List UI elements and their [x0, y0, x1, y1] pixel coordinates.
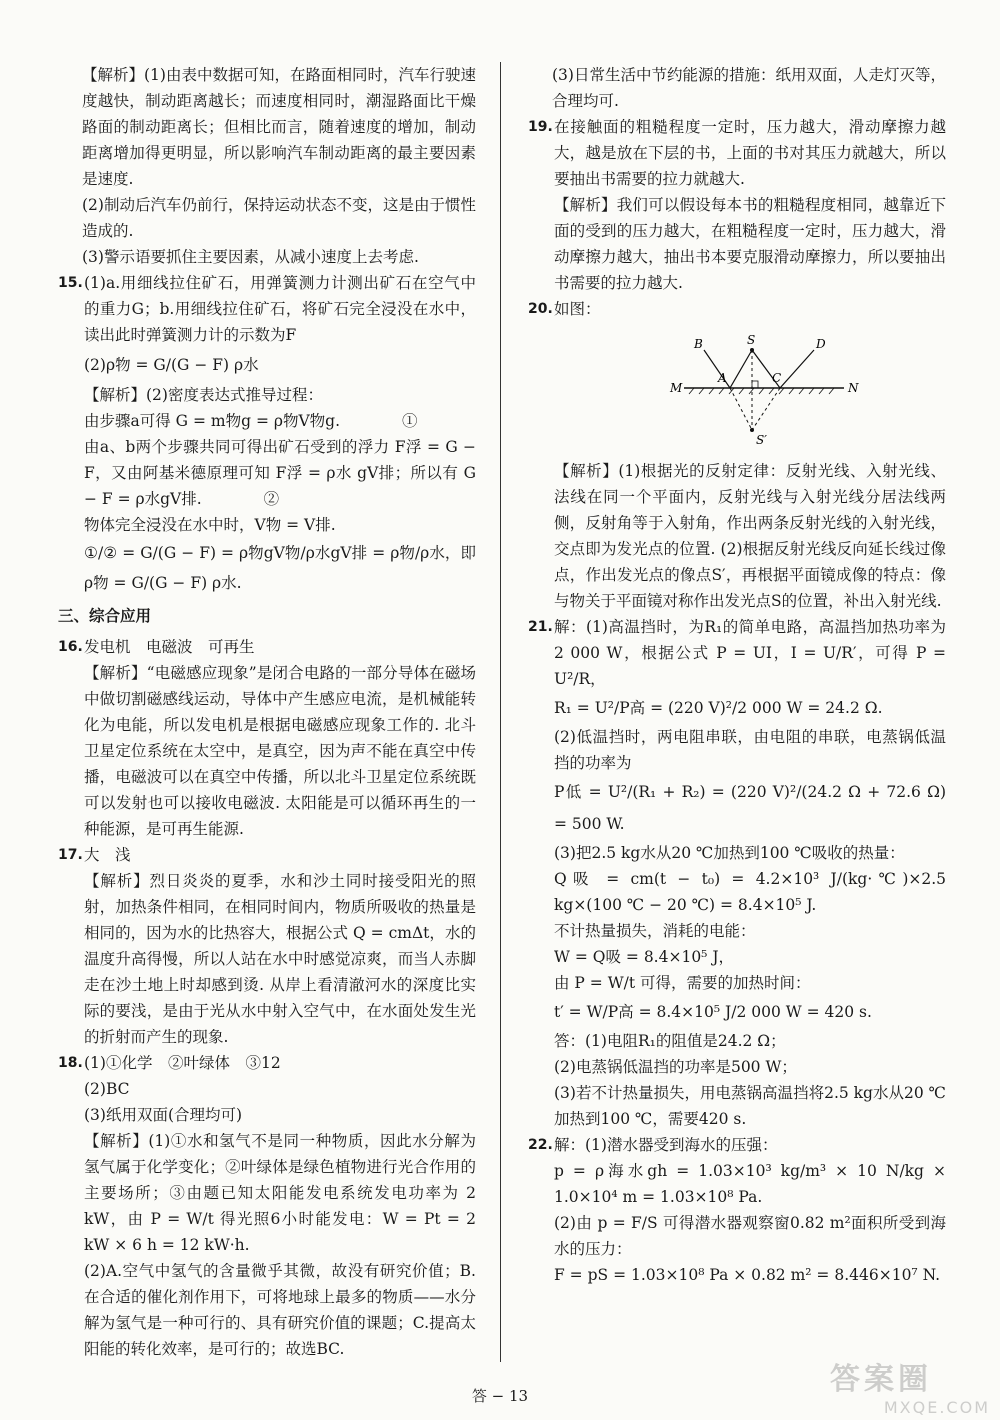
- q18-answer-1: (1)①化学 ②叶绿体 ③12: [84, 1054, 281, 1072]
- q21-energy: W = Q吸 = 8.4×10⁵ J，: [554, 948, 735, 966]
- q15-step2: 由a、b两个步骤共同可得出矿石受到的浮力 F浮 = G − F，又由阿基米德原理可知 F浮 = ρ水 gV排；所以有 G − F = ρ水gV排. ②: [84, 438, 476, 508]
- q14-part2: (2)制动后汽车仍前行，保持运动状态不变，这是由于惯性造成的.: [82, 196, 476, 240]
- extension-a: [730, 388, 752, 430]
- q20-answer: 如图：: [554, 300, 601, 318]
- right-angle-mark: [752, 381, 758, 388]
- q21-time: t′ = W/P高 = 8.4×10⁵ J/2 000 W = 420 s.: [554, 1003, 872, 1021]
- q15-answer-2: (2)ρ物 = G/(G − F) ρ水: [84, 356, 259, 374]
- question-number: 22.: [528, 1137, 553, 1153]
- mirror-reflection-diagram: [664, 328, 864, 448]
- question-19: [528, 114, 946, 296]
- q22-pressure: p = ρ海水gh = 1.03×10³ kg/m³ × 10 N/kg × 1.0×10⁴ m = 1.03×10⁸ Pa.: [554, 1162, 946, 1206]
- question-16: [58, 634, 476, 842]
- source-point: [750, 348, 754, 352]
- ray-a-s: [730, 350, 752, 388]
- label-s: S: [747, 333, 756, 347]
- q17-answer: 大 浅: [84, 846, 131, 864]
- q15-analysis: 【解析】(2)密度表达式推导过程：: [84, 386, 323, 404]
- label-c: C: [772, 371, 782, 385]
- q18-analysis-2: (2)A.空气中氢气的含量微乎其微，故没有研究价值；B.在合适的催化剂作用下，可将地球上最多的物质——水分解为氢气是一种可行的、具有研究价值的课题；C.提高太阳能的转化效率，是可行的；故选BC.: [84, 1262, 476, 1358]
- image-point: [750, 428, 754, 432]
- q19-answer: 在接触面的粗糙程度一定时，压力越大，滑动摩擦力越大，越是放在下层的书，上面的书对其压力就越大，所以要抽出书需要的拉力就越大.: [554, 118, 946, 188]
- q16-analysis: 【解析】“电磁感应现象”是闭合电路的一部分导体在磁场中做切割磁感线运动，导体中产生感应电流，是机械能转化为电能，所以发电机是根据电磁感应现象工作的. 北斗卫星定位系统在太空中，是真空，因为声不能在真空中传播，电磁波可以在真空中传播，所以北斗卫星定位系统既可以发射也可以接收电磁波. 太阳能是可以循环再生的一种能源，是可再生能源.: [84, 664, 476, 838]
- question-15: [58, 270, 476, 598]
- watermark-title: 答案圈: [830, 1362, 932, 1397]
- question-18: [58, 1050, 476, 1362]
- q21-step1: 解：(1)高温挡时，为R₁的简单电路，高温挡加热功率为 2 000 W，根据公式 P = UI，I = U/R′，可得 P = U²/R，: [554, 618, 946, 688]
- left-column: [58, 62, 476, 1362]
- q15-step3: 物体完全浸没在水中时，V物 = V排.: [84, 516, 336, 534]
- q18-analysis-1: 【解析】(1)①水和氢气不是同一种物质，因此水分解为氢气属于化学变化；②叶绿体是绿色植物进行光合作用的主要场所；③由题已知太阳能发电系统发电功率为 2 kW，由 P = W/t 得光照6小时能发电：W = Pt = 2 kW × 6 h = 12 kW·h.: [84, 1132, 476, 1254]
- question-17: [58, 842, 476, 1050]
- q15-answer-1: (1)a.用细线拉住矿石，用弹簧测力计测出矿石在空气中的重力G；b.用细线拉住矿石，将矿石完全浸没在水中，读出此时弹簧测力计的示数为F: [84, 274, 476, 344]
- q15-step1: 由步骤a可得 G = m物g = ρ物V物g. ①: [84, 412, 418, 430]
- question-20: [528, 296, 946, 614]
- question-22: [528, 1132, 946, 1288]
- watermark-logo: [830, 1354, 990, 1417]
- q14-analysis: 【解析】(1)由表中数据可知，在路面相同时，汽车行驶速度越快，制动距离越长；而速度相同时，潮湿路面比干燥路面的制动距离长；但相比而言，随着速度的增加，制动距离增加得更明显，所以影响汽车制动距离的最主要因素是速度.: [82, 66, 476, 188]
- question-number: 16.: [58, 639, 83, 655]
- q21-p-low: P低 = U²/(R₁ + R₂) = (220 V)²/(24.2 Ω + 72.6 Ω) = 500 W.: [554, 783, 946, 833]
- question-number: 18.: [58, 1055, 83, 1071]
- q22-force: F = pS = 1.03×10⁸ Pa × 0.82 m² = 8.446×10⁷ N.: [554, 1266, 941, 1284]
- page-number: 答 − 13: [471, 1387, 529, 1405]
- right-column: [528, 62, 946, 1288]
- q21-answer-2: (2)电蒸锅低温挡的功率是500 W；: [554, 1058, 797, 1076]
- q21-answer-1: 答：(1)电阻R₁的阻值是24.2 Ω；: [554, 1032, 786, 1050]
- q21-step4: 不计热量损失，消耗的电能：: [554, 922, 756, 940]
- q21-heat: Q吸 = cm(t − t₀) = 4.2×10³ J/(kg·℃)×2.5 kg×(100 ℃ − 20 ℃) = 8.4×10⁵ J.: [554, 870, 946, 914]
- label-s-prime: S′: [756, 433, 767, 447]
- q19-analysis: 【解析】我们可以假设每本书的粗糙程度相同，越靠近下面的受到的压力越大，在粗糙程度一定时，压力越大，滑动摩擦力越大，抽出书本要克服滑动摩擦力，所以要抽出书需要的拉力越大.: [554, 196, 946, 292]
- label-n: N: [848, 381, 859, 395]
- extension-c: [752, 388, 780, 430]
- q21-step2: (2)低温挡时，两电阻串联，由电阻的串联，电蒸锅低温挡的功率为: [554, 728, 946, 772]
- watermark-url: MXQE.COM: [883, 1398, 990, 1417]
- label-b: B: [694, 337, 703, 351]
- q20-analysis: 【解析】(1)根据光的反射定律：反射光线、入射光线、法线在同一个平面内，反射光线与入射光线分居法线两侧，反射角等于入射角，作出两条反射光线的入射光线，交点即为发光点的位置. (2)根据反射光线反向延长线过像点，作出发光点的像点S′，再根据平面镜成像的特点：像与物关于平面镜对称作出发光点S的位置，补出入射光线.: [554, 462, 946, 610]
- q18-answer-3: (3)纸用双面(合理均可): [84, 1106, 243, 1124]
- question-number: 19.: [528, 119, 553, 135]
- q21-step5: 由 P = W/t 可得，需要的加热时间：: [554, 974, 811, 992]
- label-m: M: [670, 381, 683, 395]
- question-21: [528, 614, 946, 1132]
- section-heading: 三、综合应用: [58, 607, 152, 625]
- label-d: D: [816, 337, 826, 351]
- q16-answer: 发电机 电磁波 可再生: [84, 638, 255, 656]
- q17-analysis: 【解析】烈日炎炎的夏季，水和沙土同时接受阳光的照射，加热条件相同，在相同时间内，物质所吸收的热量是相同的，因为水的比热容大，根据公式 Q = cmΔt，水的温度升高得慢，所以人站在水中时感觉凉爽，而当人赤脚走在沙土地上时却感到烫. 从岸上看清澈河水的深度比实际的要浅，是由于光从水中射入空气中，在水面处发生光的折射而产生的现象.: [84, 872, 476, 1046]
- question-number: 17.: [58, 847, 83, 863]
- q22-step2: (2)由 p = F/S 可得潜水器观察窗0.82 m²面积所受到海水的压力：: [554, 1214, 946, 1258]
- q15-conclusion: ①/② = G/(G − F) = ρ物gV物/ρ水gV排 = ρ物/ρ水，即 ρ物 = G/(G − F) ρ水.: [84, 544, 476, 592]
- q21-r1: R₁ = U²/P高 = (220 V)²/2 000 W = 24.2 Ω.: [554, 699, 883, 717]
- q18-answer-2: (2)BC: [84, 1080, 130, 1098]
- question-number: 15.: [58, 275, 83, 291]
- label-a: A: [718, 371, 727, 385]
- question-number: 20.: [528, 301, 553, 317]
- q22-step1: 解：(1)潜水器受到海水的压强：: [554, 1136, 778, 1154]
- ray-c-d: [780, 350, 814, 388]
- q18-analysis-3: (3)日常生活中节约能源的措施：纸用双面，人走灯灭等，合理均可.: [552, 66, 946, 110]
- q21-step3: (3)把2.5 kg水从20 ℃加热到100 ℃吸收的热量：: [554, 844, 905, 862]
- mirror-hatching: [689, 388, 834, 394]
- column-divider: [500, 62, 501, 1362]
- q21-answer-3: (3)若不计热量损失，用电蒸锅高温挡将2.5 kg水从20 ℃加热到100 ℃，需要420 s.: [554, 1084, 946, 1128]
- q14-part3: (3)警示语要抓住主要因素，从减小速度上去考虑.: [82, 248, 419, 266]
- question-number: 21.: [528, 619, 553, 635]
